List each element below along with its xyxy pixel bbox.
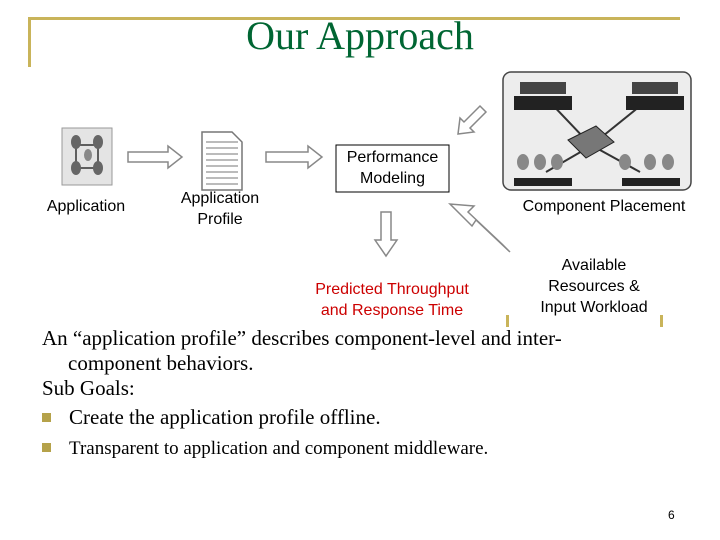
subgoals-heading: Sub Goals: <box>42 376 135 400</box>
paragraph-line1: An “application profile” describes component-level and inter- <box>42 326 562 350</box>
predicted-line2: and Response Time <box>320 302 464 319</box>
bullet-square-icon <box>42 413 51 422</box>
bullet-item <box>42 436 702 461</box>
available-resources-label <box>520 255 668 318</box>
available-line3: Input Workload <box>540 299 648 316</box>
available-line1: Available <box>561 257 627 274</box>
application-graph-icon <box>62 128 112 185</box>
slide-body <box>42 326 702 461</box>
bullet-text: Transparent to application and component middleware. <box>69 438 489 459</box>
paragraph-line2: component behaviors. <box>68 351 254 375</box>
application-label: Application <box>46 198 126 215</box>
page-number: 6 <box>668 508 675 522</box>
component-placement-label: Component Placement <box>522 198 686 215</box>
arrow-diagonal-icon <box>458 106 486 134</box>
available-line2: Resources & <box>548 278 640 295</box>
profile-label-line2: Profile <box>197 211 243 228</box>
arrow-right-icon <box>266 146 322 168</box>
bullet-text: Create the application profile offline. <box>69 405 381 429</box>
slide-title: Our Approach <box>246 13 474 58</box>
bullet-item <box>42 405 702 430</box>
performance-line2: Modeling <box>360 170 425 187</box>
network-topology-icon <box>503 72 691 190</box>
performance-modeling-label <box>336 147 449 189</box>
profile-document-icon <box>202 132 242 190</box>
predicted-line1: Predicted Throughput <box>315 281 469 298</box>
application-profile-label <box>160 188 280 230</box>
profile-label-line1: Application <box>180 190 260 207</box>
predicted-throughput-label <box>292 279 492 321</box>
bullet-square-icon <box>42 443 51 452</box>
arrow-right-icon <box>128 146 182 168</box>
arrow-down-icon <box>375 212 397 256</box>
performance-line1: Performance <box>346 149 439 166</box>
